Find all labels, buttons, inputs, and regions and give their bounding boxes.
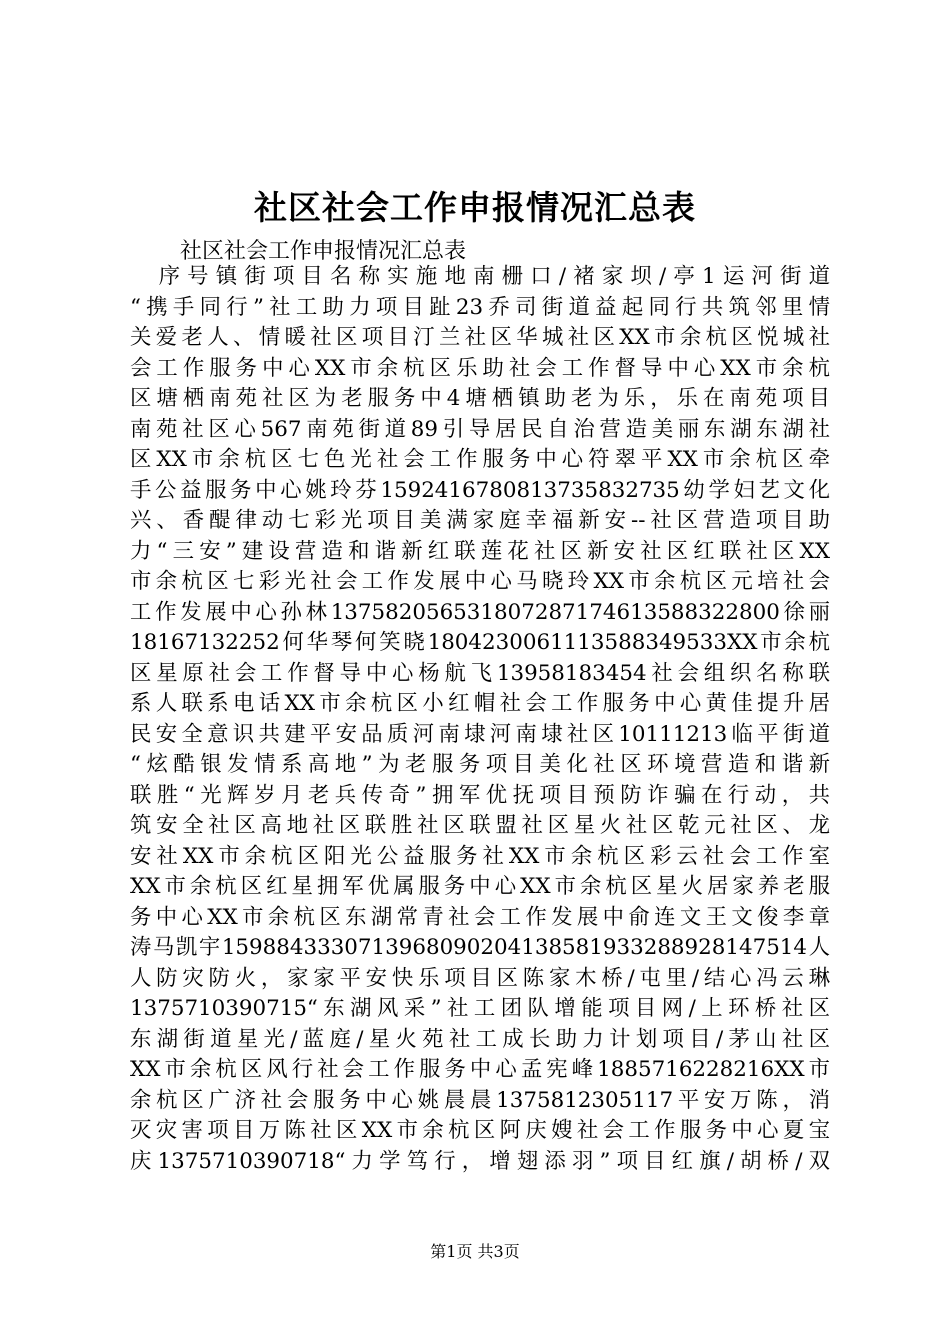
body-line: 南苑社区心567南苑街道89引导居民自治营造美丽东湖东湖社: [130, 416, 830, 442]
body-line: “携手同行”社工助力项目趾23乔司街道益起同行共筑邻里情: [130, 294, 830, 320]
document-title: 社区社会工作申报情况汇总表: [254, 188, 696, 227]
body-line: XX市余杭区红星拥军优属服务中心XX市余杭区星火居家养老服: [130, 874, 830, 899]
body-line: 关爱老人、情暖社区项目汀兰社区华城社区XX市余杭区悦城社: [130, 325, 830, 350]
body-line: 工作发展中心孙林137582056531807287174613588322800徐丽: [130, 599, 830, 625]
document-subtitle: 社区社会工作申报情况汇总表: [180, 239, 467, 264]
page-footer: 第1页 共3页: [430, 1242, 520, 1261]
body-line: 筑安全社区高地社区联胜社区联盟社区星火社区乾元社区、龙: [130, 813, 830, 838]
body-line: 区塘栖南苑社区为老服务中4塘栖镇助老为乐，乐在南苑项目: [130, 386, 830, 411]
body-line: 余杭区广济社会服务中心姚晨晨1375812305117平安万陈，消: [130, 1087, 830, 1113]
body-line: “炫酷银发情系高地”为老服务项目美化社区环境营造和谐新: [130, 752, 830, 777]
body-line: 务中心XX市余杭区东湖常青社会工作发展中俞连文王文俊李章: [130, 904, 830, 930]
body-line: 联胜“光辉岁月老兵传奇”拥军优抚项目预防诈骗在行动，共: [130, 782, 830, 808]
body-line: 系人联系电话XX市余杭区小红帽社会工作服务中心黄佳提升居: [130, 691, 830, 716]
body-line: 18167132252何华琴何笑晓1804230061113588349533XX市余杭: [130, 630, 830, 655]
document-body: [130, 262, 830, 1177]
body-line: 区星原社会工作督导中心杨航飞13958183454社会组织名称联: [130, 660, 830, 686]
body-line: XX市余杭区风行社会工作服务中心孟宪峰1885716228216XX市: [130, 1057, 830, 1082]
body-line: 民安全意识共建平安品质河南埭河南埭社区10111213临平街道: [130, 721, 830, 747]
body-line: 手公益服务中心姚玲芬1592416780813735832735幼学妇艺文化: [130, 477, 830, 503]
body-line: 灭灾害项目万陈社区XX市余杭区阿庆嫂社会工作服务中心夏宝: [130, 1118, 830, 1143]
body-line: 涛马凯宇1598843330713968090204138581933288928147514人: [130, 935, 830, 960]
body-line: 东湖街道星光/蓝庭/星火苑社工成长助力计划项目/茅山社区: [130, 1026, 830, 1052]
body-line: 市余杭区七彩光社会工作发展中心马晓玲XX市余杭区元培社会: [130, 569, 830, 594]
body-line: 兴、香醍律动七彩光项目美满家庭幸福新安--社区营造项目助: [130, 508, 830, 533]
body-line: 人防灾防火，家家平安快乐项目区陈家木桥/屯里/结心冯云琳: [130, 965, 830, 991]
body-line: 区XX市余杭区七色光社会工作服务中心符翠平XX市余杭区牵: [130, 447, 830, 472]
body-line: 会工作服务中心XX市余杭区乐助社会工作督导中心XX市余杭: [130, 355, 830, 381]
body-line: 序号镇街项目名称实施地南栅口/褚家坝/亭1运河街道: [130, 264, 830, 289]
body-line: 安社XX市余杭区阳光公益服务社XX市余杭区彩云社会工作室: [130, 843, 830, 869]
body-line: 庆1375710390718“力学笃行，增翅添羽”项目红旗/胡桥/双: [130, 1148, 830, 1174]
body-line: 1375710390715“东湖风采”社工团队增能项目网/上环桥社区: [130, 996, 830, 1021]
body-line: 力“三安”建设营造和谐新红联莲花社区新安社区红联社区XX: [130, 538, 830, 564]
